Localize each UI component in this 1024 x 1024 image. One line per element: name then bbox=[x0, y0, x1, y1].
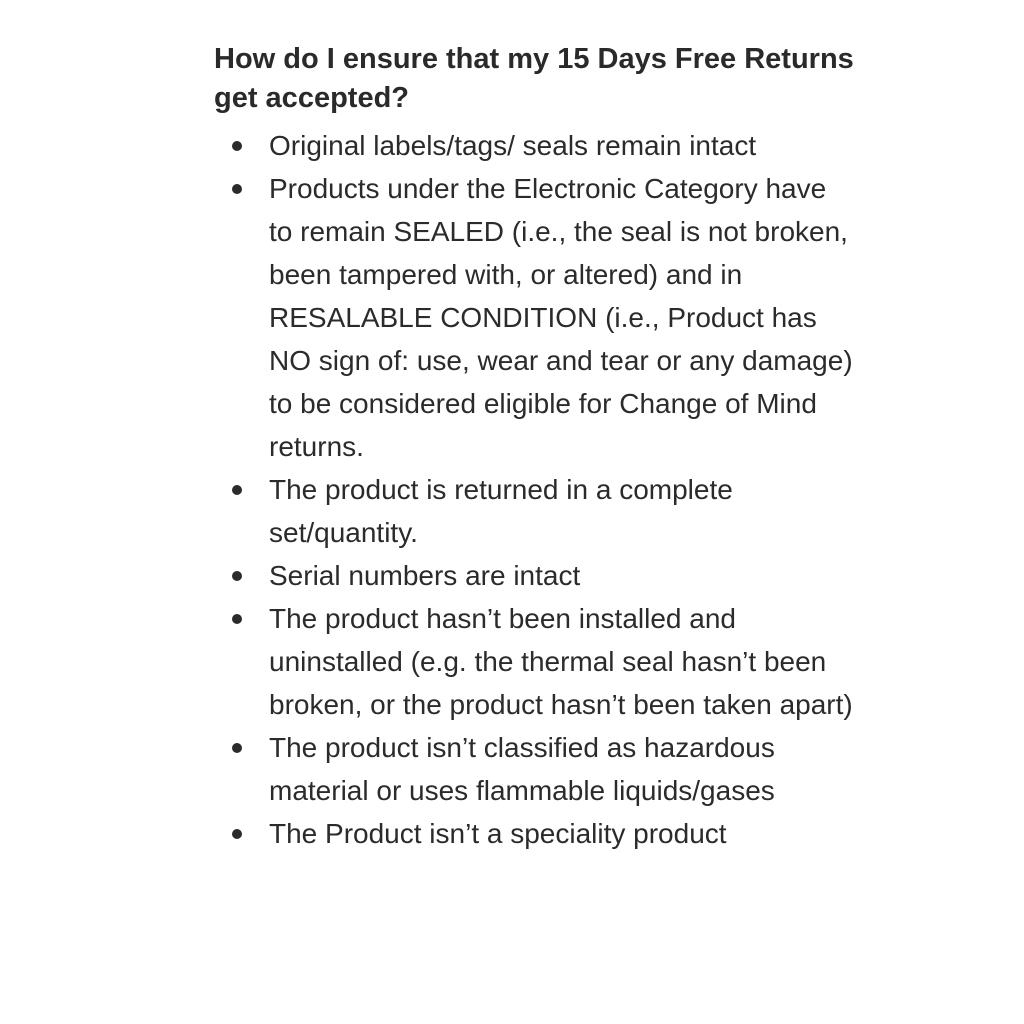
list-item-text: Original labels/tags/ seals remain intact bbox=[269, 130, 757, 161]
list-item-text: The product is returned in a complete set/quantity. bbox=[269, 474, 733, 548]
bullet-icon bbox=[232, 571, 242, 581]
list-item-text: The Product isn’t a speciality product bbox=[269, 818, 727, 849]
bullet-icon bbox=[232, 743, 242, 753]
bullet-icon bbox=[232, 829, 242, 839]
faq-content bbox=[214, 40, 854, 855]
list-item bbox=[214, 597, 854, 726]
bullet-icon bbox=[232, 485, 242, 495]
list-item-text: Serial numbers are intact bbox=[269, 560, 581, 591]
list-item bbox=[214, 554, 854, 597]
return-conditions-list bbox=[214, 124, 854, 855]
bullet-icon bbox=[232, 614, 242, 624]
list-item-text: The product hasn’t been installed and uninstalled (e.g. the thermal seal hasn’t been broken, or the product hasn’t been taken apart) bbox=[269, 603, 853, 720]
bullet-icon bbox=[232, 184, 242, 194]
faq-heading: How do I ensure that my 15 Days Free Returns get accepted? bbox=[214, 43, 854, 114]
list-item-text: The product isn’t classified as hazardous material or uses flammable liquids/gases bbox=[269, 732, 775, 806]
list-item bbox=[214, 726, 854, 812]
bullet-icon bbox=[232, 141, 242, 151]
list-item bbox=[214, 167, 854, 468]
list-item bbox=[214, 468, 854, 554]
list-item bbox=[214, 812, 854, 855]
list-item-text: Products under the Electronic Category have to remain SEALED (i.e., the seal is not broken, been tampered with, or altered) and in RESALABLE CONDITION (i.e., Product has NO sign of: use, wear and tear or any damage) to be considered eligible for Change of Mind returns. bbox=[269, 173, 853, 462]
list-item bbox=[214, 124, 854, 167]
